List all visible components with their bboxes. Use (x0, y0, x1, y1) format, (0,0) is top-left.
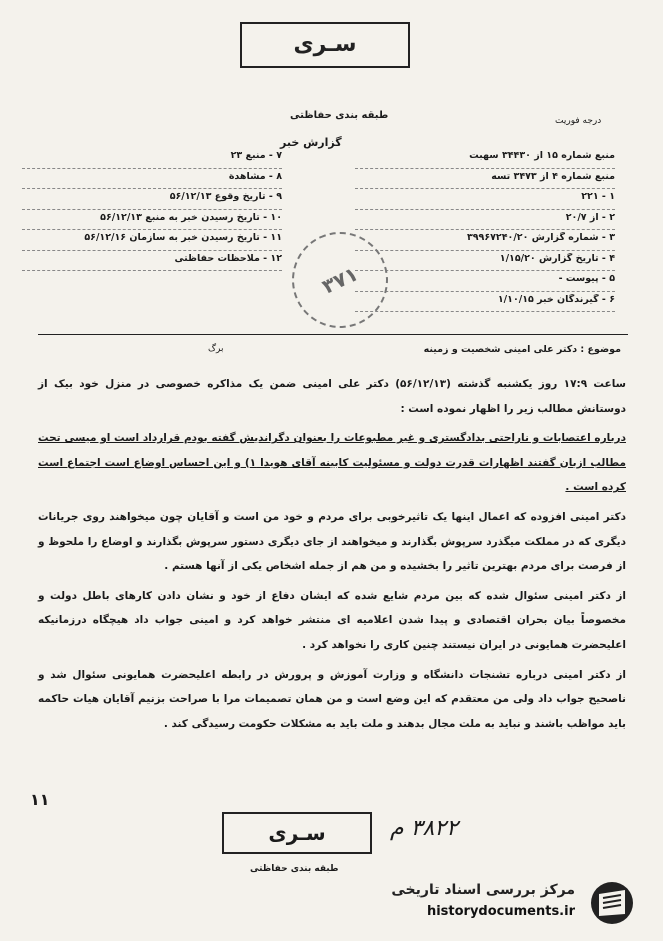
bottom-secret-stamp: سـری (222, 812, 372, 854)
source-field: منبع شماره ۱۵ از ۳۴۴۳۰ سهبت (355, 150, 615, 169)
date-fields (22, 150, 282, 273)
document-number: ۳۸۲۲ م (390, 816, 458, 841)
watermark-title: مرکز بررسی اسناد تاریخی (391, 882, 575, 898)
urgency-label: درجه فوریت (555, 116, 602, 126)
report-body (38, 372, 626, 741)
source-field: ۴ - تاریخ گزارش ۱/۱۵/۲۰ (355, 253, 615, 272)
source-field: ۱ - ۲۲۱ (355, 191, 615, 210)
divider-line (38, 334, 628, 335)
date-field: ۱۰ - تاریخ رسیدن خبر به منبع ۵۶/۱۲/۱۳ (22, 212, 282, 231)
handwritten-mark: ۱۱ (30, 790, 50, 809)
date-field: ۹ - تاریخ وقوع ۵۶/۱۲/۱۳ (22, 191, 282, 210)
date-field: ۷ - منبع ۲۳ (22, 150, 282, 169)
source-field: ۶ - گیرندگان خبر ۱/۱۰/۱۵ (355, 294, 615, 313)
body-paragraph: دکتر امینی افزوده که اعمال اینها یک تاثیرخوبی برای مردم و خود من است و آقایان چون میخواهند روی جریانات دیگری که در مملکت میگذرد سرپوش بگذارند و میخواهند از جای دیگری دستور سرپوش بگذارند و اوضاع را ملحوظ و از فرصت برای مردم بهترین تاثیر را بخشیده و من هم از جمله اشخاص یکی از آنها هستم . (38, 510, 626, 573)
report-title: گزارش خبر (280, 136, 342, 149)
date-field: ۱۲ - ملاحظات حفاظتی (22, 253, 282, 272)
top-secret-stamp: سـری (240, 22, 410, 68)
source-field: منبع شماره ۴ از ۳۴۷۳ تسه (355, 171, 615, 190)
subject-line: موضوع : دکتر علی امینی شخصیت و زمینه (423, 344, 621, 355)
date-field: ۸ - مشاهدة (22, 171, 282, 190)
sheet-label: برگ (208, 344, 224, 354)
source-field: ۳ - شماره گزارش ۳۹۹۶۷۲۴۰/۲۰ (355, 232, 615, 251)
source-field: ۵ - پیوست - (355, 273, 615, 292)
round-seal-stamp: ۳۷۱ (276, 216, 404, 344)
date-field: ۱۱ - تاریخ رسیدن خبر به سازمان ۵۶/۱۲/۱۶ (22, 232, 282, 251)
watermark-url: historydocuments.ir (426, 904, 575, 919)
source-fields (355, 150, 615, 314)
body-paragraph: از دکتر امینی درباره تشنجات دانشگاه و وزارت آموزش و پرورش در رابطه اعلیحضرت همایونی سئوال شد و ناصحیح جواب داد ولی من معتقدم که این وضع است و من همان تصمیمات مرا با صراحت بزنیم آقایان هیات حاکمه باید مواظب باشند و نباید به ملت مجال بدهند و ملت باید به مشکلات حکومت رسیدگی کند . (38, 668, 626, 730)
source-field: ۲ - از ۲۰/۷ (355, 212, 615, 231)
archive-watermark (365, 878, 645, 928)
body-paragraph: از دکتر امینی سئوال شده که بین مردم شایع شده که ایشان دفاع از خود و نشان دادن کارهای باطل دولت و مخصوصاً بیان بحران اقتصادی و پیدا شدن اعلامیه ای منتشر خواهد کرد و امینی جواب داد هیچگاه درزمانیکه اعلیحضرت همایونی در ایران نیستند چنین کاری را نخواهد کرد . (38, 589, 626, 651)
classification-label-top: طبقه بندی حفاظتی (290, 110, 389, 121)
classification-label-bottom: طبقه بندی حفاظتی (250, 864, 339, 874)
archive-logo-icon (585, 880, 639, 926)
body-paragraph: درباره اعتصابات و ناراحتی بدادگستری و غیر مطبوعات را بعنوان دگراندیش گفته بودم قرارداد است او میسی تحت مطالب ازبان گفتند اظهارات قدرت دولت و مسئولیت کابینه آقای هویدا ۱) و این احساس اوضاع است اجتماع است کرده است . (38, 432, 626, 494)
body-paragraph: ساعت ۱۷:۹ روز یکشنبه گذشته (۵۶/۱۲/۱۳) دکتر علی امینی ضمن یک مذاکره خصوصی در منزل خود بیک از دوستانش مطالب زیر را اظهار نموده است : (38, 378, 626, 415)
